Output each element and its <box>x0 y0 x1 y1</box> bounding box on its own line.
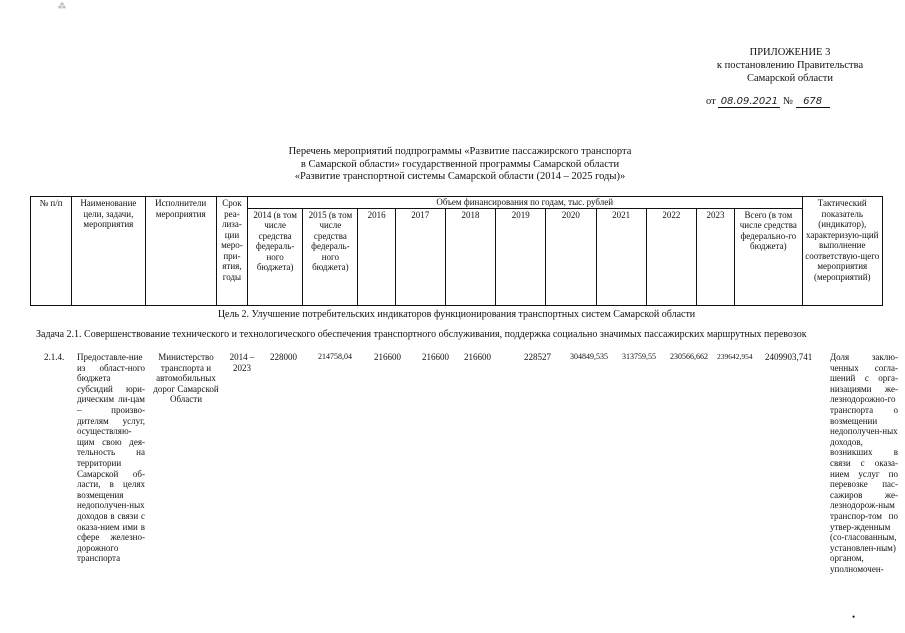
value-2023: 239642,954 <box>717 352 753 361</box>
appendix-line: Самарской области <box>747 73 833 84</box>
row-measure-name: Предоставле-ние из област-ного бюджета субсидий юри-дическим ли-цам – произво-дителям услуг, осуществляю-щим свою дея-тельность на территории Самарской об-ласти, в целях возмещения недополучен-ных доходов в связи с оказа-нием ими в сфере железно-дорожного транспорта <box>77 352 145 564</box>
title-line: Перечень мероприятий подпрограммы «Развитие пассажирского транспорта <box>288 146 632 157</box>
scan-dot: • <box>852 612 856 622</box>
header-year-2016: 2016 <box>358 208 395 306</box>
value-2022: 230566,662 <box>670 352 708 361</box>
header-num: № п/п <box>31 197 72 306</box>
row-executor: Министерство транспорта и автомобильных дорог Самарской Области <box>153 352 219 405</box>
title-line: «Развитие транспортной системы Самарской области (2014 – 2025 годы)» <box>294 171 626 182</box>
appendix-line: ПРИЛОЖЕНИЕ 3 <box>749 47 831 58</box>
header-year-2015: 2015 (в том числе средства федераль-ного бюджета) <box>303 208 358 306</box>
value-2018: 216600 <box>464 352 491 362</box>
header-term: Срок реа-лиза-ции меро-при-ятия, годы <box>216 197 247 306</box>
header-year-2017: 2017 <box>395 208 445 306</box>
number-prefix: № <box>782 96 793 107</box>
measures-table-header <box>30 196 883 306</box>
header-year-2023: 2023 <box>696 208 734 306</box>
scan-mark: ⁂ <box>58 2 66 11</box>
value-2014: 228000 <box>270 352 297 362</box>
value-2016: 216600 <box>374 352 401 362</box>
value-2021: 313759,55 <box>622 352 656 361</box>
row-number: 2.1.4. <box>44 352 65 362</box>
number-handwritten: 678 <box>796 96 830 108</box>
value-2020: 304849,535 <box>570 352 608 361</box>
value-2017: 216600 <box>422 352 449 362</box>
title-line: в Самарской области» государственной программы Самарской области <box>300 158 620 170</box>
row-indicator: Доля заклю-ченных согла-шений с орга-низациями же-лезнодорожно-го транспорта о возмещении недополучен-ных доходов, возникших в связи с оказа-нием услуг по перевозке пас-сажиров же-лезнодорож-ным транспор-том по утвер-жденным (со-гласованным, установлен-ным) органом, уполномочен- <box>830 352 898 574</box>
header-funding: Объем финансирования по годам, тыс. рублей <box>247 197 802 209</box>
header-indicator: Тактический показатель (индикатор), характеризую-щий выполнение соответствую-щего мероприятия (мероприятий) <box>802 197 883 306</box>
appendix-line: к постановлению Правительства <box>716 60 864 71</box>
header-executors: Исполнители мероприятия <box>145 197 216 306</box>
header-year-2018: 2018 <box>445 208 495 306</box>
date-handwritten: 08.09.2021 <box>718 96 780 108</box>
header-year-2014: 2014 (в том числе средства федераль-ного бюджета) <box>247 208 302 306</box>
goal-heading: Цель 2. Улучшение потребительских индикаторов функционирования транспортных систем Самарской области <box>217 309 696 320</box>
task-heading: Задача 2.1. Совершенствование технического и технологического обеспечения транспортного обслуживания, поддержка социально значимых пассажирских маршрутных перевозок <box>36 329 807 340</box>
header-total: Всего (в том числе средства федерально-го бюджета) <box>735 208 802 306</box>
document-title <box>220 146 700 184</box>
header-year-2022: 2022 <box>646 208 696 306</box>
date-prefix: от <box>706 96 716 107</box>
date-line <box>706 96 830 108</box>
appendix-block <box>700 46 880 85</box>
row-term: 2014 – 2023 <box>229 352 255 373</box>
header-name: Наименование цели, задачи, мероприятия <box>72 197 145 306</box>
value-2019: 228527 <box>524 352 551 362</box>
value-total: 2409903,741 <box>765 352 813 362</box>
header-year-2019: 2019 <box>496 208 546 306</box>
header-year-2021: 2021 <box>596 208 646 306</box>
value-2015: 214758,04 <box>318 352 352 361</box>
header-year-2020: 2020 <box>546 208 596 306</box>
